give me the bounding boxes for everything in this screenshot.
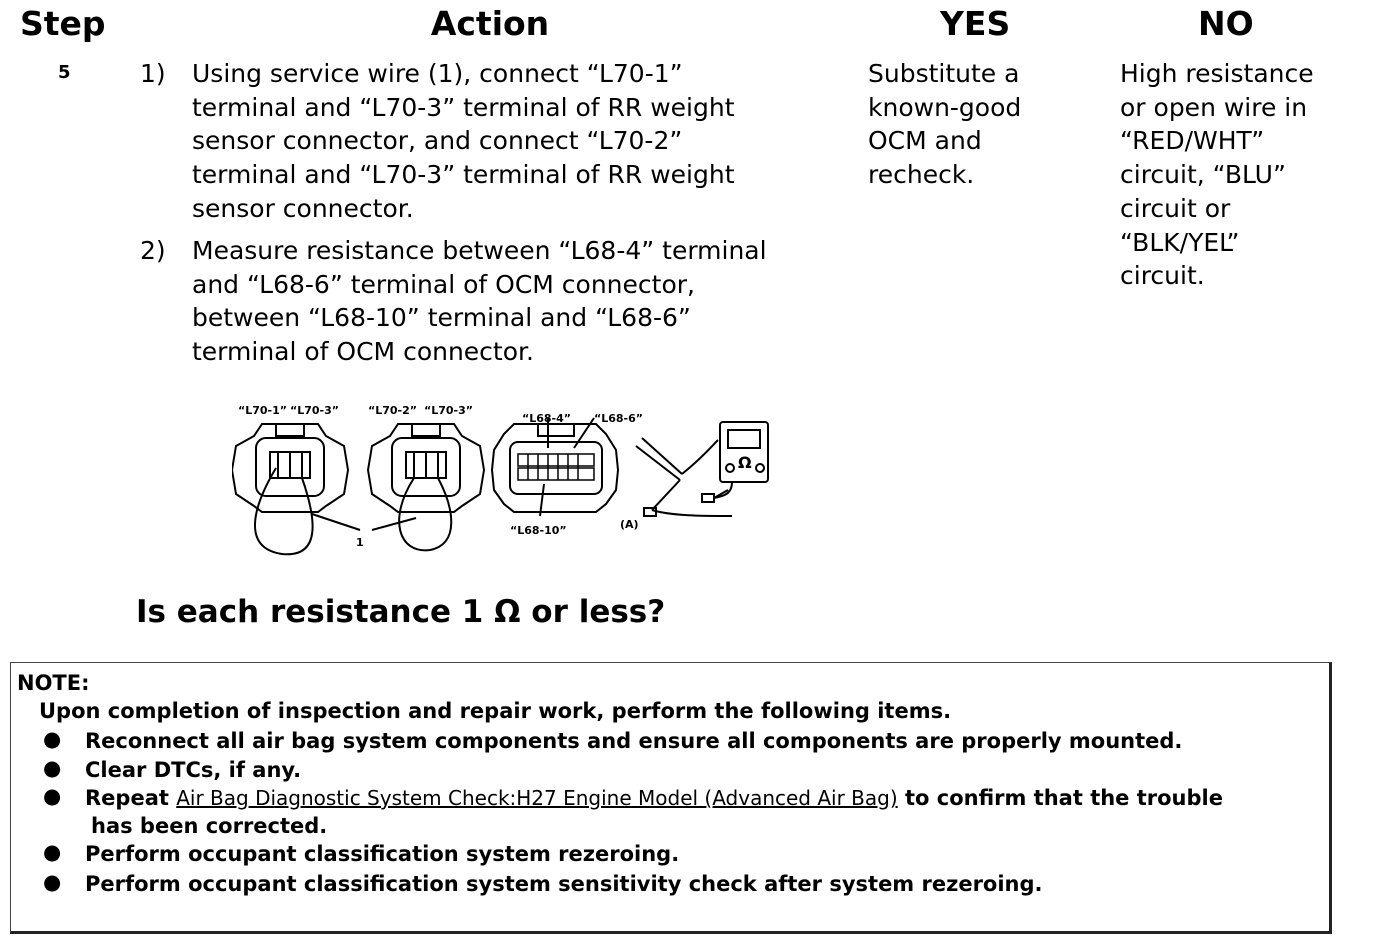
action-item-1 [140, 57, 840, 226]
bullet-icon: ● [43, 727, 62, 751]
ocm-connector [492, 418, 618, 516]
note-item-repeat [85, 784, 1315, 840]
label-l70-1: “L70-1” [238, 404, 287, 417]
label-l68-6: “L68-6” [594, 412, 643, 425]
note-intro: Upon completion of inspection and repair work, perform the following items. [39, 699, 952, 723]
bullet-icon: ● [43, 784, 62, 808]
note-box [10, 662, 1332, 934]
bullet-icon: ● [43, 870, 62, 894]
header-step: Step [20, 4, 106, 43]
header-no: NO [1198, 4, 1254, 43]
header-yes: YES [940, 4, 1011, 43]
bullet-icon: ● [43, 840, 62, 864]
label-l68-4: “L68-4” [522, 412, 571, 425]
note-item-sensitivity-check: Perform occupant classification system sensitivity check after system rezeroing. [85, 872, 1043, 896]
note-item-reconnect: Reconnect all air bag system components and ensure all components are properly mounted. [85, 729, 1183, 753]
label-service-wire: 1 [356, 536, 364, 549]
note-title: NOTE: [17, 671, 90, 695]
bullet-icon: ● [43, 756, 62, 780]
repeat-text: Repeat [85, 786, 177, 810]
rr-weight-sensor-connector-1 [232, 424, 348, 554]
label-l68-10: “L68-10” [510, 524, 567, 537]
action-item-text: Using service wire (1), connect “L70-1” terminal and “L70-3” terminal of RR weight sensor connector, and connect “L70-2” terminal and “L70-3” terminal of RR weight sensor connector. [192, 59, 735, 223]
action-item-text: Measure resistance between “L68-4” terminal and “L68-6” terminal of OCM connector, between “L68-10” terminal and “L68-6” terminal of OCM connector. [192, 236, 767, 367]
if-any-text: , if any. [213, 758, 302, 782]
step-number: 5 [58, 62, 71, 83]
tester-probes [636, 438, 732, 516]
action-item-number: 1) [140, 59, 166, 88]
confirm-text: to confirm that the trouble [897, 786, 1223, 810]
corrected-text: has been corrected. [91, 814, 328, 838]
diagnostic-check-link[interactable]: Air Bag Diagnostic System Check:H27 Engine Model (Advanced Air Bag) [176, 786, 898, 810]
no-result-text: High resistance or open wire in “RED/WHT” circuit, “BLU” circuit or “BLK/YEL” circuit. [1120, 59, 1314, 291]
question-text: Is each resistance 1 Ω or less? [136, 594, 666, 630]
clear-dtcs-text: Clear DTCs [85, 758, 214, 782]
label-a: (A) [620, 518, 639, 531]
yes-result-text: Substitute a known-good OCM and recheck. [868, 59, 1022, 190]
note-item-rezeroing: Perform occupant classification system rezeroing. [85, 842, 680, 866]
note-item-clear-dtcs [85, 756, 1315, 784]
label-l70-2: “L70-2” [368, 404, 417, 417]
label-l70-3-b: “L70-3” [424, 404, 473, 417]
header-action: Action [430, 4, 550, 43]
ohm-symbol: Ω [738, 453, 752, 472]
connector-wiring-diagram [232, 398, 777, 560]
action-item-number: 2) [140, 236, 166, 265]
action-item-2 [140, 234, 840, 369]
label-l70-3-a: “L70-3” [290, 404, 339, 417]
rr-weight-sensor-connector-2 [368, 424, 484, 550]
